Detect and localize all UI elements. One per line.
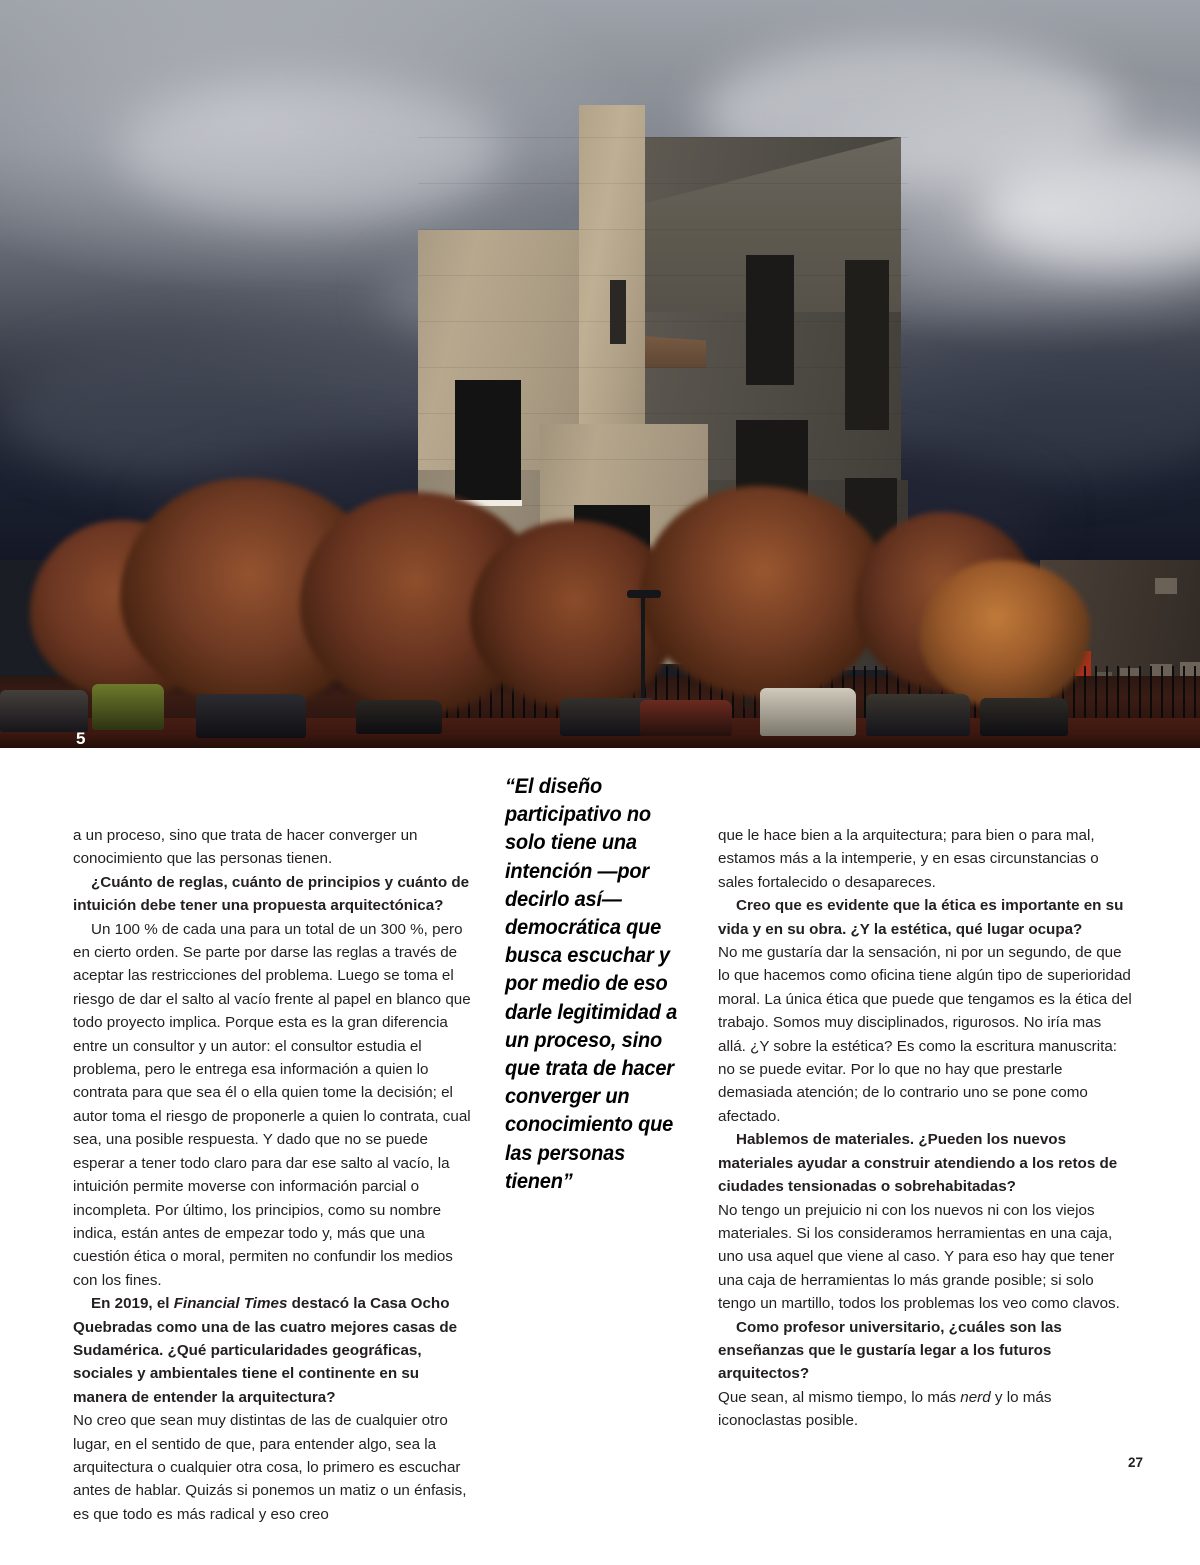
answer-text-rest: y lo más iconoclastas posible. — [718, 1388, 1052, 1430]
tree-foliage — [920, 560, 1090, 710]
parked-vehicle — [356, 700, 442, 734]
answer-text-lead: Que sean, al mismo tiempo, lo más — [718, 1388, 961, 1406]
page-number: 27 — [1127, 1455, 1143, 1470]
parked-vehicle — [640, 700, 732, 736]
paragraph-question: ¿Cuánto de reglas, cuánto de principios y cuánto de intuición debe tener una propuesta arquitectónica? — [73, 873, 470, 915]
street-light — [641, 590, 645, 700]
emphasised-word: nerd — [960, 1388, 991, 1406]
neighbour-window — [1155, 578, 1177, 594]
text-column-3 — [718, 824, 1133, 1433]
paragraph-answer: No me gustaría dar la sensación, ni por un segundo, de que lo que hacemos como oficina tiene algún tipo de superioridad moral. La única ética que puede que tengamos es la ética del trabajo. Somos muy disciplinados, rigurosos. No iría mas allá. ¿Y sobre la estética? Es como la escritura manuscrita: no se puede evitar. Por lo que no hay que prestarle demasiada atención; de lo contrario uno se pone como afectado. — [718, 944, 1132, 1125]
tree-foliage — [640, 486, 886, 698]
paragraph-answer: Un 100 % de cada una para un total de un 300 %, pero en cierto orden. Se parte por darse las reglas a través de aceptar las restricciones del problema. Luego se toma el riesgo de dar el salto al vacío frente al papel en blanco que todo proyecto implica. Porque esta es la gran diferencia entre un consultor y un autor: el consultor estudia el problema, pero le entrega esa información a quien lo contrata para que sea él o ella quien tome la decisión; el autor toma el riesgo de proponerle a quien lo contrata, cual sea, una posible respuesta. Y dado que no se puede esperar a tener todo claro para dar ese salto al vacío, la intuición permite moverse con información parcial o incompleta. Por último, los principios, como su nombre indica, están antes de empezar todo y, más que una cuestión ética o moral, permiten no confundir los medios con los fines. — [73, 920, 471, 1289]
parked-vehicle — [866, 694, 970, 736]
publication-name: Financial Times — [173, 1295, 288, 1313]
question-text-lead: En 2019, el — [91, 1295, 174, 1313]
window-void — [455, 380, 521, 500]
parked-vehicle — [980, 698, 1068, 736]
paragraph-question: Creo que es evidente que la ética es importante en su vida y en su obra. ¿Y la estética, qué lugar ocupa? — [718, 897, 1124, 938]
parked-vehicle — [760, 688, 856, 736]
figure-number: 5 — [76, 729, 86, 748]
parked-vehicle — [92, 684, 164, 730]
paragraph-answer: No creo que sean muy distintas de las de cualquier otro lugar, en el sentido de que, para entender algo, sea la arquitectura o cualquier otra cosa, lo primero es escuchar antes de hablar. Quizás si ponemos un matiz o un énfasis, es que todo es más radical y eso creo — [73, 1412, 467, 1523]
paragraph-answer: que le hace bien a la arquitectura; para bien o para mal, estamos más a la intemperie, y en esas circunstancias o sales fortalecido o desapareces. — [718, 827, 1099, 891]
parked-vehicle — [196, 694, 306, 738]
paragraph-answer: a un proceso, sino que trata de hacer converger un conocimiento que las personas tienen. — [73, 827, 418, 868]
parked-vehicle — [0, 690, 88, 732]
pull-quote: “El diseño participativo no solo tiene una intención —por decirlo así— democrática que busca escuchar y por medio de eso darle legitimidad a un proceso, sino que trata de hacer converger un conocimiento que las personas tienen” — [505, 774, 678, 1193]
paragraph-question: Hablemos de materiales. ¿Pueden los nuevos materiales ayudar a construir atendiendo a los retos de ciudades tensionadas o sobrehabitadas? — [718, 1131, 1118, 1196]
paragraph-answer: No tengo un prejuicio ni con los nuevos ni con los viejos materiales. Si los consideramos herramientas en una caja, uno usa aquel que viene al caso. Y para eso hay que tener una caja de herramientas lo más grande posible; si solo tengo un martillo, todos los problemas los veo como clavos. — [718, 1201, 1120, 1313]
window-void — [845, 260, 889, 430]
hero-photograph — [0, 0, 1200, 748]
article-body — [0, 748, 1200, 1565]
window-void — [610, 280, 626, 344]
paragraph-question — [73, 1292, 473, 1409]
question-text-rest: destacó la Casa Ocho Quebradas como una de las cuatro mejores casas de Sudamérica. ¿Qué particularidades geográficas, sociales y ambientales tiene el continente en su manera de entender la arquitectura? — [73, 1295, 458, 1406]
paragraph-question: Como profesor universitario, ¿cuáles son las enseñanzas que le gustaría legar a los futuros arquitectos? — [718, 1318, 1062, 1383]
window-void — [746, 255, 794, 385]
paragraph-answer — [718, 1386, 1133, 1433]
text-column-1 — [73, 824, 473, 1526]
